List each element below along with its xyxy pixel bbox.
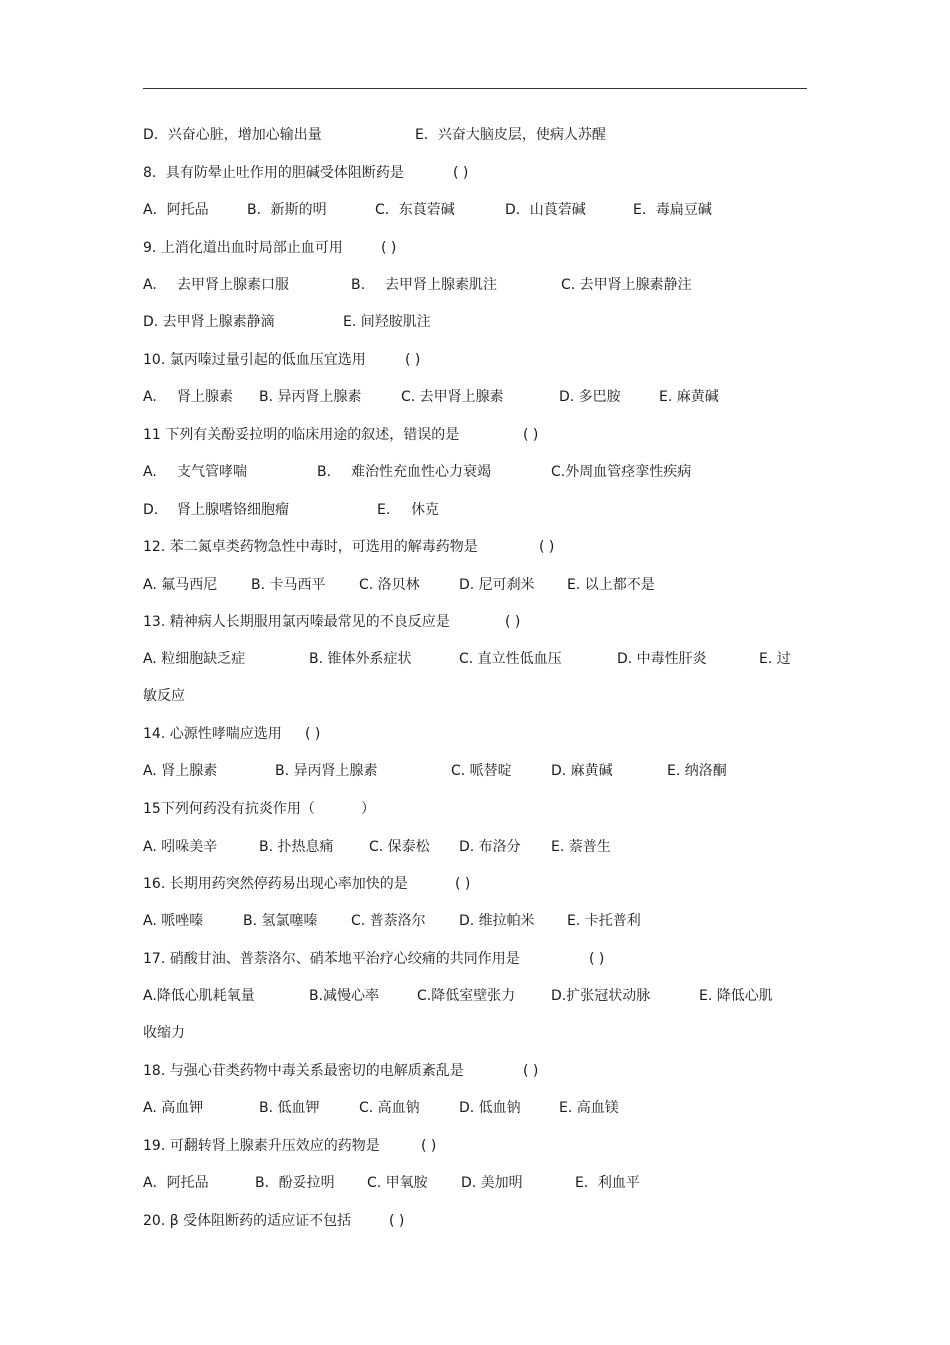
continuation-text: 收缩力 [143,1025,185,1041]
option-text: C. 高血钠 [359,1100,420,1116]
option-text: B. 异丙肾上腺素 [275,763,378,779]
option-text: C. 洛贝林 [359,577,420,593]
answer-blank: ( ) [305,726,321,742]
option-text: C.外周血管痉挛性疾病 [551,464,692,480]
option-text: E. 间羟胺肌注 [343,314,431,330]
question-text: 15下列何药没有抗炎作用（ [143,801,315,817]
question-text: 20. β 受体阻断药的适应证不包括 [143,1213,352,1229]
option-text: B. 卡马西平 [251,577,326,593]
question-text: 19. 可翻转肾上腺素升压效应的药物是 [143,1138,380,1154]
option-text: B. [351,277,366,293]
answer-blank: ( ) [523,1063,539,1079]
option-text: B.减慢心率 [309,988,380,1004]
question-text: 11 下列有关酚妥拉明的临床用途的叙述，错误的是 [143,427,460,443]
option-text: E. 以上都不是 [567,577,655,593]
option-text: C．东莨菪碱 [375,202,455,218]
option-text: D. 布洛分 [459,839,521,855]
option-text: D. 美加明 [461,1175,523,1191]
option-text: 休克 [411,502,439,518]
option-text: 难治性充血性心力衰竭 [351,464,491,480]
option-text: E. 过 [759,651,791,667]
option-text: C. 哌替啶 [451,763,512,779]
option-text: B. 异丙肾上腺素 [259,389,362,405]
option-text: E．利血平 [575,1175,640,1191]
question-text: 14. 心源性哮喘应选用 [143,726,282,742]
option-text: B. [317,464,332,480]
option-text: B. 锥体外系症状 [309,651,412,667]
option-text: A. 高血钾 [143,1100,204,1116]
option-text: C. 保泰松 [369,839,430,855]
answer-blank: ( ) [505,614,521,630]
option-text: E. 卡托普利 [567,913,641,929]
answer-blank: ( ) [405,352,421,368]
option-text: B. 低血钾 [259,1100,320,1116]
option-text: D. [143,502,159,518]
option-text: E. 萘普生 [551,839,611,855]
question-text: 17. 硝酸甘油、普萘洛尔、硝苯地平治疗心绞痛的共同作用是 [143,951,520,967]
option-text: C. 去甲肾上腺素静注 [561,277,692,293]
question-text: 18. 与强心苷类药物中毒关系最密切的电解质紊乱是 [143,1063,464,1079]
option-text: A. 氟马西尼 [143,577,218,593]
option-text: A. 肾上腺素 [143,763,218,779]
option-text: D. 维拉帕米 [459,913,535,929]
option-text: 去甲肾上腺素口服 [177,277,289,293]
option-text: E．毒扁豆碱 [633,202,712,218]
answer-blank: ( ) [453,165,469,181]
option-text: A. 粒细胞缺乏症 [143,651,246,667]
question-text: 16. 长期用药突然停药易出现心率加快的是 [143,876,408,892]
answer-blank: ( ) [455,876,471,892]
option-text: D. 尼可刹米 [459,577,535,593]
question-text: 8．具有防晕止吐作用的胆碱受体阻断药是 [143,165,404,181]
option-text: C. 甲氧胺 [367,1175,428,1191]
answer-blank: ( ) [589,951,605,967]
question-text: 13. 精神病人长期服用氯丙嗪最常见的不良反应是 [143,614,450,630]
answer-blank: ( ) [381,240,397,256]
option-text: C.降低室壁张力 [417,988,516,1004]
question-text: 12. 苯二氮卓类药物急性中毒时，可选用的解毒药物是 [143,539,478,555]
option-text: E. 麻黄碱 [659,389,719,405]
answer-blank: ( ) [421,1138,437,1154]
header-rule [143,88,807,89]
answer-blank: ） [361,801,375,817]
option-text: A．阿托品 [143,202,209,218]
option-text: E. 纳洛酮 [667,763,727,779]
option-text: A.降低心肌耗氧量 [143,988,255,1004]
option-text: E. 降低心肌 [699,988,773,1004]
option-text: 去甲肾上腺素肌注 [385,277,497,293]
option-text: D. 低血钠 [459,1100,521,1116]
option-text: D. 麻黄碱 [551,763,613,779]
option-text: C. 普萘洛尔 [351,913,426,929]
option-text: 肾上腺素 [177,389,233,405]
question-text: 10. 氯丙嗪过量引起的低血压宜选用 [143,352,366,368]
option-text: 肾上腺嗜铬细胞瘤 [177,502,289,518]
option-text: D．兴奋心脏，增加心输出量 [143,127,322,143]
option-text: D. 中毒性肝炎 [617,651,707,667]
answer-blank: ( ) [523,427,539,443]
option-text: E. 高血镁 [559,1100,619,1116]
continuation-text: 敏反应 [143,688,185,704]
option-text: B. 氢氯噻嗪 [243,913,318,929]
option-text: 支气管哮喘 [177,464,247,480]
answer-blank: ( ) [539,539,555,555]
option-text: A. [143,389,157,405]
answer-blank: ( ) [389,1213,405,1229]
option-text: A．阿托品 [143,1175,209,1191]
option-text: B. 扑热息痛 [259,839,334,855]
option-text: B．新斯的明 [247,202,327,218]
option-text: D.扩张冠状动脉 [551,988,651,1004]
option-text: A. [143,464,157,480]
option-text: D．山莨菪碱 [505,202,586,218]
question-text: 9. 上消化道出血时局部止血可用 [143,240,343,256]
option-text: B．酚妥拉明 [255,1175,335,1191]
option-text: C. 去甲肾上腺素 [401,389,504,405]
option-text: E. [377,502,391,518]
option-text: D. 去甲肾上腺素静滴 [143,314,275,330]
option-text: E．兴奋大脑皮层，使病人苏醒 [415,127,606,143]
option-text: A. 哌唑嗪 [143,913,204,929]
option-text: A. [143,277,157,293]
option-text: A. 吲哚美辛 [143,839,218,855]
option-text: D. 多巴胺 [559,389,621,405]
option-text: C. 直立性低血压 [459,651,562,667]
